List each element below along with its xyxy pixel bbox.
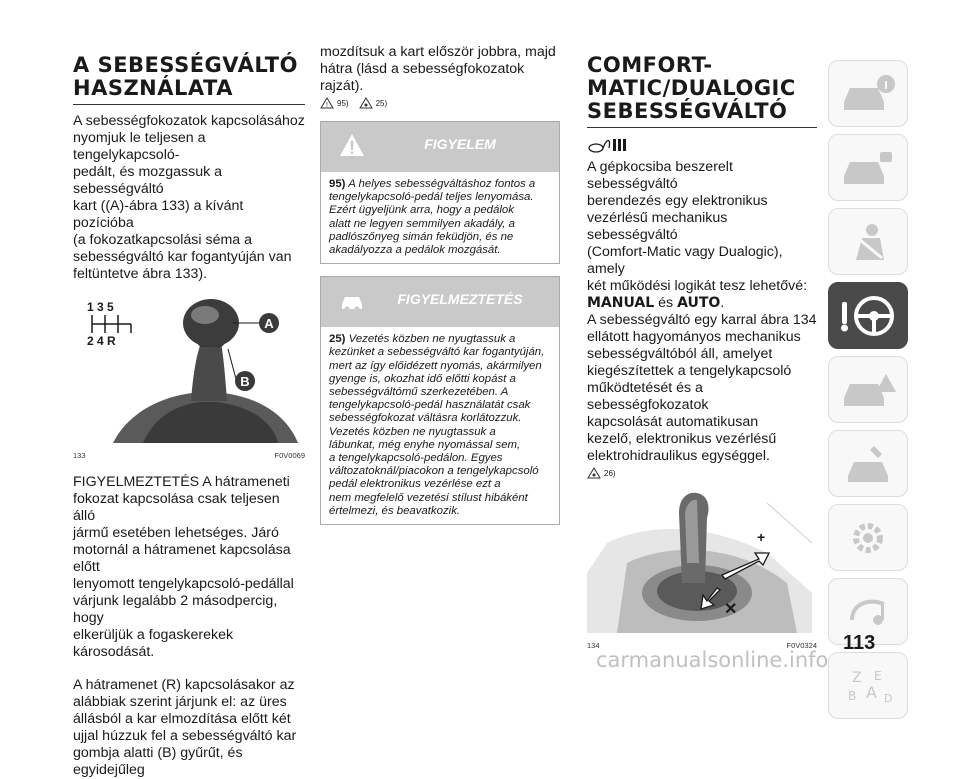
figure-number: 134 xyxy=(587,641,600,650)
paragraph-continued: mozdítsuk a kart először jobbra, majd hátra (lásd a sebességfokozatok rajzát). xyxy=(320,44,556,94)
caution-body xyxy=(321,327,559,524)
svg-text:+: + xyxy=(757,529,766,545)
title-rule xyxy=(587,127,817,128)
figure-caption xyxy=(73,448,305,460)
svg-text:✕: ✕ xyxy=(724,601,738,618)
warning-triangle-icon xyxy=(320,97,334,109)
paragraph-intro: A gépkocsiba beszerelt sebességváltó berendezés egy elektronikus vezérlésű mechanikus sebességváltó (Comfort-Matic vagy Dualogic), amely két működési logikát tesz lehetővé: xyxy=(587,159,808,294)
chapter-tabs xyxy=(828,60,910,726)
reference-marks xyxy=(320,97,560,109)
wrench-car-icon xyxy=(838,442,898,486)
multimedia-icon xyxy=(838,590,898,634)
section-title-gearbox-use: A SEBESSÉGVÁLTÓ HASZNÁLATA xyxy=(73,53,298,100)
footer-watermark[interactable]: carmanualsonline.info xyxy=(596,648,829,672)
page-number: 113 xyxy=(843,632,876,654)
tab-index[interactable] xyxy=(828,652,908,719)
ref-25: 25) xyxy=(359,97,388,109)
label-b: B xyxy=(240,374,250,389)
gear-lever-illustration xyxy=(73,293,305,443)
figure-number: 133 xyxy=(73,451,86,460)
section-title-comfort-matic: COMFORT-MATIC/DUALOGIC SEBESSÉGVÁLTÓ xyxy=(587,53,796,123)
steering-wheel-icon xyxy=(836,292,900,340)
caution-text: Vezetés közben ne nyugtassuk a kezünket a sebességváltó kar fogantyúján, mert az így előidézett nyomás, akármilyen gyenge is, okozhat idő előtti kopást a sebességváltómű szerkezetében. A tengelykapcsoló-pedál használatát csak sebességfokozat váltásra korlátozzuk. Vezetés közben ne nyugtassuk a lábunkat, még enyhe nyomással sem, a tengelykapcsoló-pedálon. Egyes változatoknál/piacokon a tengelykapcsoló pedál elektronikus vezérlése ezt a nem megfelelő vezetési stílust hibáként értelmezi, és beavatkozik. xyxy=(329,333,545,517)
figure-code: F0V0069 xyxy=(274,451,305,460)
label-a: A xyxy=(264,316,274,331)
ref-95: ! 95) xyxy=(320,97,349,109)
shift-pattern-bottom: 2 4 R xyxy=(87,334,116,348)
caution-number: 25) xyxy=(329,333,346,346)
shift-pattern-top: 1 3 5 xyxy=(87,300,114,314)
tab-technical[interactable] xyxy=(828,504,908,571)
paragraph-reverse-procedure: A hátramenet (R) kapcsolásakor az alábbiak szerint járjunk el: az üres állásból a kar elmozdítása előtt két ujjal húzzuk fel a sebességváltó kar gombja alatti (B) gyűrűt, és egyidejűleg xyxy=(73,677,297,778)
tab-safety[interactable] xyxy=(828,134,908,201)
seatbelt-icon xyxy=(838,220,898,264)
figure-code: F0V0324 xyxy=(786,641,817,650)
reference-marks xyxy=(587,467,817,479)
column-1 xyxy=(73,54,305,779)
car-info-icon xyxy=(838,72,898,116)
caution-box xyxy=(320,276,560,525)
mode-auto: AUTO xyxy=(677,295,721,311)
gear-icon xyxy=(838,516,898,560)
warning-box xyxy=(320,121,560,264)
svg-text:!: ! xyxy=(326,102,328,109)
eco-drive-icon xyxy=(587,136,629,154)
warning-box-header xyxy=(321,122,559,172)
tab-emergency[interactable] xyxy=(828,356,908,423)
ref-26: 26) xyxy=(587,467,616,479)
tab-airbag[interactable] xyxy=(828,208,908,275)
svg-text:Z: Z xyxy=(852,669,862,686)
caution-title: FIGYELMEZTETÉS xyxy=(397,291,523,308)
svg-text:D: D xyxy=(884,691,893,705)
caution-triangle-icon xyxy=(359,97,373,109)
svg-text:A: A xyxy=(866,682,877,702)
figure-133 xyxy=(73,293,305,460)
paragraph-reverse-warning: FIGYELMEZTETÉS A hátrameneti fokozat kapcsolása csak teljesen álló jármű esetében lehetséges. Járó motornál a hátramenet kapcsolása előtt lenyomott tengelykapcsoló-pedállal várjunk legalább 2 másodpercig, hogy elkerüljük a fogaskerekek károsodását. xyxy=(73,474,294,660)
warning-title: FIGYELEM xyxy=(424,136,496,152)
caution-box-header xyxy=(321,277,559,327)
warning-text: A helyes sebességváltáshoz fontos a tengelykapcsoló-pedál teljes lenyomása. Ezért ügyeljünk arra, hogy a pedálok alatt ne legyen semmilyen akadály, a padlószőnyeg simán feküdjön, és ne akadályozza a pedálok mozgását. xyxy=(329,178,536,257)
svg-text:E: E xyxy=(874,668,882,683)
mode-manual: MANUAL xyxy=(587,295,655,311)
tab-driving[interactable] xyxy=(828,282,908,349)
column-3 xyxy=(587,54,817,650)
paragraph-gear-shift: A sebességfokozatok kapcsolásához nyomjuk le teljesen a tengelykapcsoló- pedált, és mozgassuk a sebességváltó kart ((A)-ábra 133) a kívánt pozícióba (a fokozatkapcsolási séma a sebességváltó kar fogantyúján van feltüntetve ábra 133). xyxy=(73,113,305,282)
automatic-gear-lever-illustration xyxy=(587,483,817,633)
caution-triangle-icon xyxy=(587,467,601,479)
tab-maintenance[interactable] xyxy=(828,430,908,497)
column-2 xyxy=(320,44,560,525)
paragraph-description: A sebességváltó egy karral ábra 134 ellátott hagyományos mechanikus sebességváltóból áll, amelyet kiegészítettek a tengelykapcsoló működtetését és a sebességfokozatok kapcsolását automatikusan kezelő, elektronikus vezérlésű elektrohidraulikus egységgel. xyxy=(587,312,817,464)
warning-body xyxy=(321,172,559,263)
figure-134 xyxy=(587,483,817,650)
car-warning-icon xyxy=(838,368,898,412)
car-lock-icon xyxy=(838,146,898,190)
index-letters-icon xyxy=(838,664,898,708)
tab-dashboard[interactable] xyxy=(828,60,908,127)
warning-number: 95) xyxy=(329,178,346,190)
paragraph-modes: MANUAL és AUTO. xyxy=(587,295,725,311)
title-rule xyxy=(73,104,305,105)
svg-text:B: B xyxy=(848,688,857,703)
